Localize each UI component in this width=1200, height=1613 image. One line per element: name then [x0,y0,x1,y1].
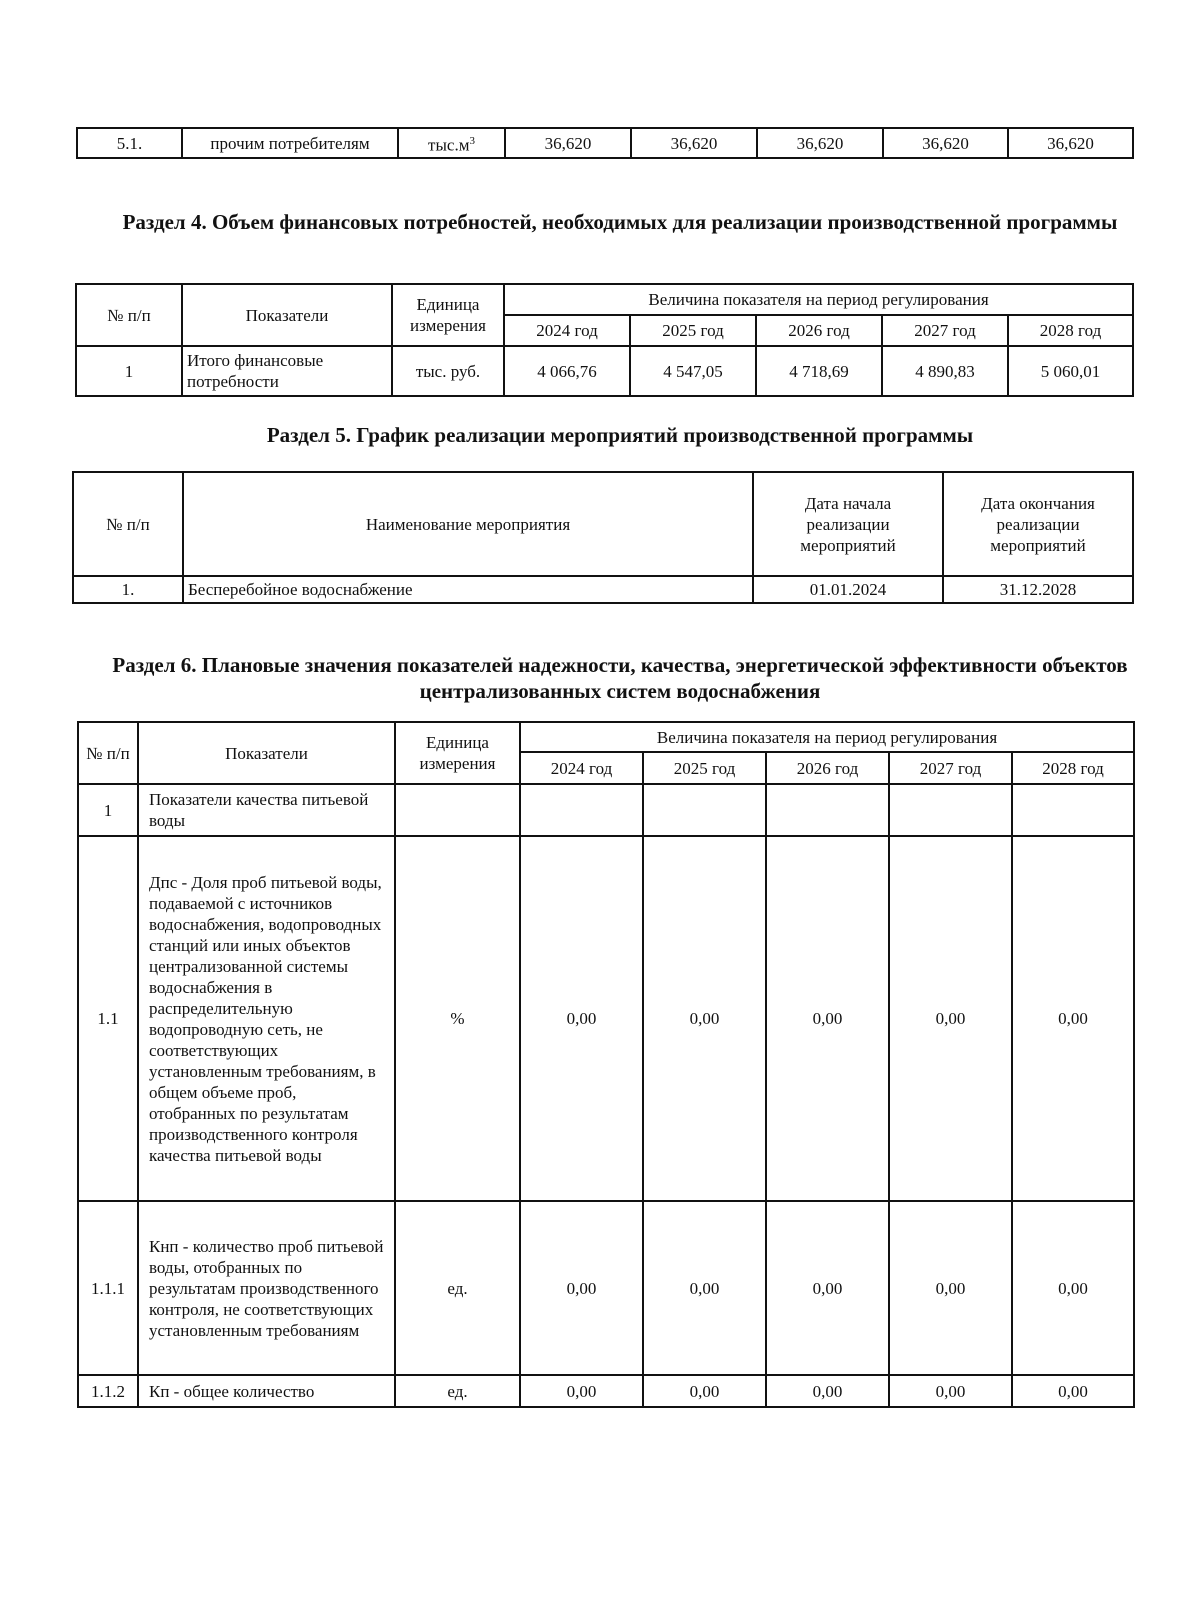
s6-header-year: 2024 год [520,752,643,784]
s6-row-name: Дпс - Доля проб питьевой воды, подаваемой с источников водоснабжения, водопроводных станций или иных объектов централизованной системы водоснабжения в распределительную водопроводную сеть, не соответствующих установленным требованиям, в общем объеме проб, отобранных по результатам производственного контроля качества питьевой воды [138,836,395,1201]
s6-row-value: 0,00 [889,836,1012,1201]
s5-row-start: 01.01.2024 [753,576,943,603]
s6-row-num: 1.1 [78,836,138,1201]
table-row [73,576,1133,603]
s6-row-value: 0,00 [766,836,889,1201]
s6-row-value: 0,00 [520,1375,643,1407]
top-row-value: 36,620 [505,128,631,158]
s4-row-name: Итого финансовые потребности [182,346,392,396]
s6-row-value [766,784,889,836]
s6-row-unit: ед. [395,1375,520,1407]
s4-row-num: 1 [76,346,182,396]
section5-table [72,471,1134,604]
s4-header-year: 2027 год [882,315,1008,346]
s6-header-period: Величина показателя на период регулирования [520,722,1134,752]
top-table [76,127,1134,159]
s4-header-num: № п/п [76,284,182,346]
section4-table [75,283,1134,397]
top-row-num: 5.1. [77,128,182,158]
s6-row-value: 0,00 [889,1201,1012,1375]
s6-row-num: 1 [78,784,138,836]
s6-row-value [643,784,766,836]
s5-row-num: 1. [73,576,183,603]
s6-row-value [1012,784,1134,836]
s6-row-value: 0,00 [520,1201,643,1375]
table-row [76,346,1133,396]
s4-row-unit: тыс. руб. [392,346,504,396]
s5-header-num: № п/п [73,472,183,576]
s6-row-name: Кп - общее количество [138,1375,395,1407]
s4-header-unit: Единица измерения [392,284,504,346]
s5-header-name: Наименование мероприятия [183,472,753,576]
top-row-value: 36,620 [631,128,757,158]
table-row [78,1375,1134,1407]
s6-row-name: Показатели качества питьевой воды [138,784,395,836]
table-row [78,1201,1134,1375]
s6-row-value [520,784,643,836]
s6-row-unit: ед. [395,1201,520,1375]
s5-header-end: Дата окончания реализации мероприятий [943,472,1133,576]
s4-header-year: 2028 год [1008,315,1133,346]
s6-row-value: 0,00 [766,1201,889,1375]
s5-row-name: Бесперебойное водоснабжение [183,576,753,603]
s6-row-value: 0,00 [1012,1201,1134,1375]
s6-header-year: 2025 год [643,752,766,784]
s4-row-value: 5 060,01 [1008,346,1133,396]
section5-title: Раздел 5. График реализации мероприятий производственной программы [266,423,974,447]
s4-header-indicator: Показатели [182,284,392,346]
s6-header-unit: Единица измерения [395,722,520,784]
s6-header-year: 2027 год [889,752,1012,784]
s4-row-value: 4 547,05 [630,346,756,396]
s6-row-value: 0,00 [643,1375,766,1407]
s6-row-value: 0,00 [520,836,643,1201]
s6-header-year: 2026 год [766,752,889,784]
s6-row-value: 0,00 [643,836,766,1201]
s6-header-year: 2028 год [1012,752,1134,784]
s6-row-value: 0,00 [1012,1375,1134,1407]
top-row-value: 36,620 [883,128,1008,158]
s6-row-unit: % [395,836,520,1201]
section4-title: Раздел 4. Объем финансовых потребностей, необходимых для реализации производственной программы [122,210,1118,234]
top-row-unit: $тыс.м^3$ [398,128,505,158]
section6-table [77,721,1135,1408]
s6-row-value: 0,00 [643,1201,766,1375]
s6-row-num: 1.1.2 [78,1375,138,1407]
s4-row-value: 4 066,76 [504,346,630,396]
s6-row-name: Кнп - количество проб питьевой воды, отобранных по результатам производственного контроля, не соответствующих установленным требованиям [138,1201,395,1375]
s6-row-unit [395,784,520,836]
s4-row-value: 4 718,69 [756,346,882,396]
top-row-value: 36,620 [1008,128,1133,158]
s4-header-period: Величина показателя на период регулирования [504,284,1133,315]
s4-header-year: 2025 год [630,315,756,346]
s6-header-indicator: Показатели [138,722,395,784]
s6-row-value: 0,00 [1012,836,1134,1201]
s4-header-year: 2024 год [504,315,630,346]
table-row [78,784,1134,836]
s6-row-value: 0,00 [889,1375,1012,1407]
s5-row-end: 31.12.2028 [943,576,1133,603]
s6-header-num: № п/п [78,722,138,784]
top-row-value: 36,620 [757,128,883,158]
s6-row-num: 1.1.1 [78,1201,138,1375]
s6-row-value [889,784,1012,836]
s4-row-value: 4 890,83 [882,346,1008,396]
s4-header-year: 2026 год [756,315,882,346]
table-row [78,836,1134,1201]
top-row-name: прочим потребителям [182,128,398,158]
section6-title: Раздел 6. Плановые значения показателей надежности, качества, энергетической эффективности объектов централизованных систем водоснабжения [112,653,1128,703]
s5-header-start: Дата начала реализации мероприятий [753,472,943,576]
s6-row-value: 0,00 [766,1375,889,1407]
